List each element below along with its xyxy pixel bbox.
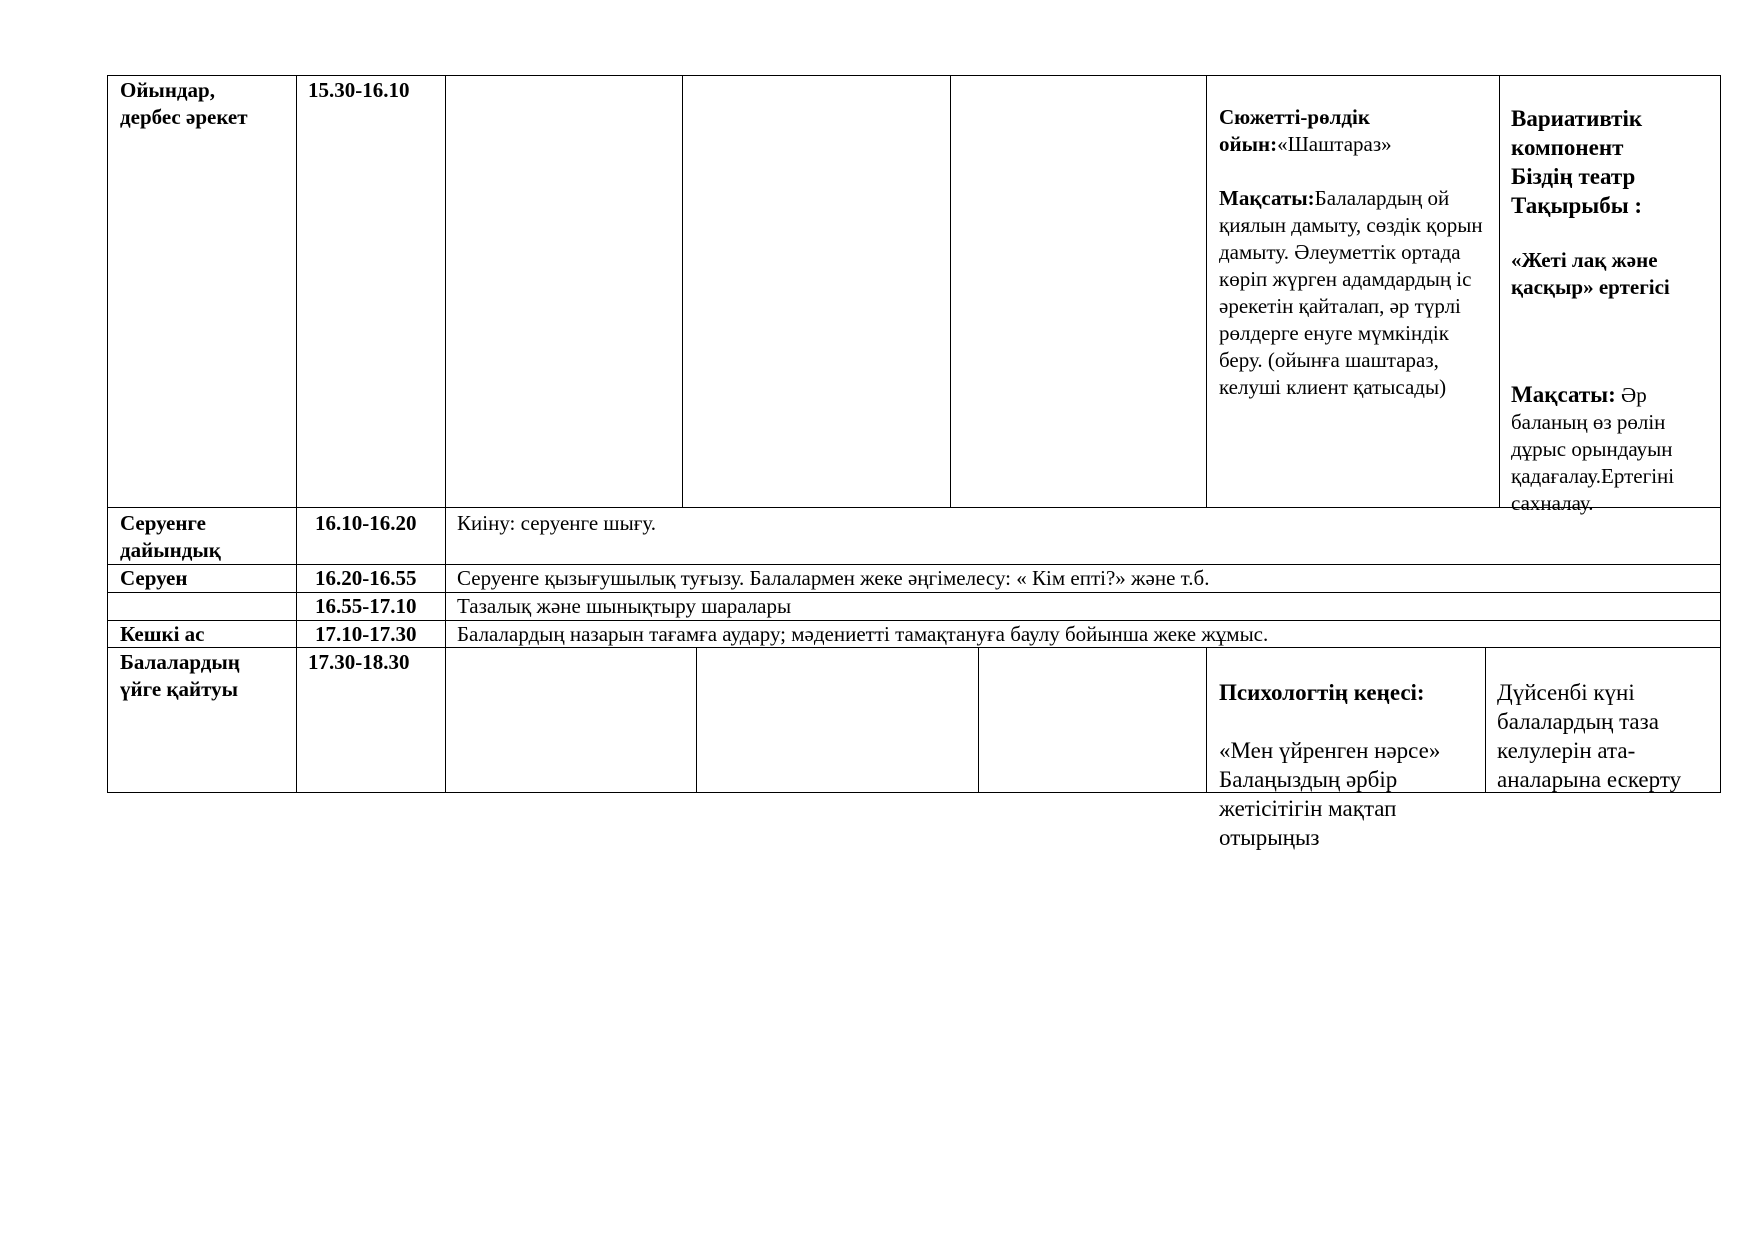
col-divider <box>696 647 697 792</box>
col-divider <box>950 75 951 507</box>
thursday-games-cell <box>1219 77 1491 401</box>
col-divider <box>1206 647 1207 792</box>
parents-reminder-text: Дүйсенбі күні балалардың таза келулерін ата-аналарына ескерту <box>1497 680 1682 792</box>
time-hygiene: 16.55-17.10 <box>315 594 417 618</box>
theater-goal-text: Әр баланың өз рөлін дұрыс орындауын қадағалау.Ертегіні сахналау. <box>1511 383 1675 515</box>
activity-games: Ойындар, дербес әрекет <box>120 78 248 129</box>
activity-supper: Кешкі ас <box>120 622 205 646</box>
parents-reminder-cell <box>1497 649 1715 823</box>
col-divider <box>1499 75 1500 507</box>
table-border-right <box>1720 75 1721 793</box>
col-divider <box>1485 647 1486 792</box>
time-supper: 17.10-17.30 <box>315 622 417 646</box>
activity-walk-prep: Серуенге дайындық <box>120 511 221 562</box>
activity-walk: Серуен <box>120 566 188 590</box>
col-divider <box>978 647 979 792</box>
content-hygiene: Тазалық және шынықтыру шаралары <box>457 594 792 618</box>
psychologist-advice-text: «Мен үйренген нәрсе» Балаңыздың әрбір жетісітігін мақтап отырыңыз <box>1219 738 1441 850</box>
time-walk-prep: 16.10-16.20 <box>315 511 417 535</box>
roleplay-goal-text: Балалардың ой қиялын дамыту, сөздік қорын дамыту. Әлеуметтік ортада көріп жүрген адамдардың іс әрекетін қайталап, әр түрлі рөлдерге енуге мүмкіндік беру. (ойынға шаштараз, келуші клиент қатысады) <box>1219 186 1483 399</box>
roleplay-name: «Шаштараз» <box>1277 132 1392 156</box>
content-supper: Балалардың назарын тағамға аудару; мәдениетті тамақтануға баулу бойынша жеке жұмыс. <box>457 622 1269 646</box>
content-walk: Серуенге қызығушылық туғызу. Балалармен жеке әңгімелесу: « Кім епті?» және т.б. <box>457 566 1210 590</box>
col-divider <box>296 75 297 793</box>
time-going-home: 17.30-18.30 <box>308 650 410 674</box>
spacer <box>1511 328 1716 353</box>
time-games: 15.30-16.10 <box>308 78 410 102</box>
theater-theme: «Жеті лақ және қасқыр» ертегісі <box>1511 248 1670 299</box>
row-divider <box>107 507 1721 508</box>
psychologist-advice-title: Психологтің кеңесі: <box>1219 680 1425 705</box>
content-walk-prep: Киіну: серуенге шығу. <box>457 511 656 535</box>
theater-goal-label: Мақсаты: <box>1511 382 1616 407</box>
roleplay-goal-label: Мақсаты: <box>1219 186 1315 210</box>
time-walk: 16.20-16.55 <box>315 566 417 590</box>
col-divider <box>445 75 446 793</box>
table-border-top <box>107 75 1721 76</box>
variative-heading: Вариативтік компонент Біздің театр Тақырыбы : <box>1511 106 1643 218</box>
activity-going-home: Балалардың үйге қайтуы <box>120 650 240 701</box>
psychologist-advice-cell <box>1219 649 1481 881</box>
roleplay-title: Сюжетті-рөлдік ойын: <box>1219 105 1370 156</box>
friday-games-cell <box>1511 77 1716 544</box>
col-divider <box>682 75 683 507</box>
col-divider <box>1206 75 1207 507</box>
table-border-left <box>107 75 108 793</box>
